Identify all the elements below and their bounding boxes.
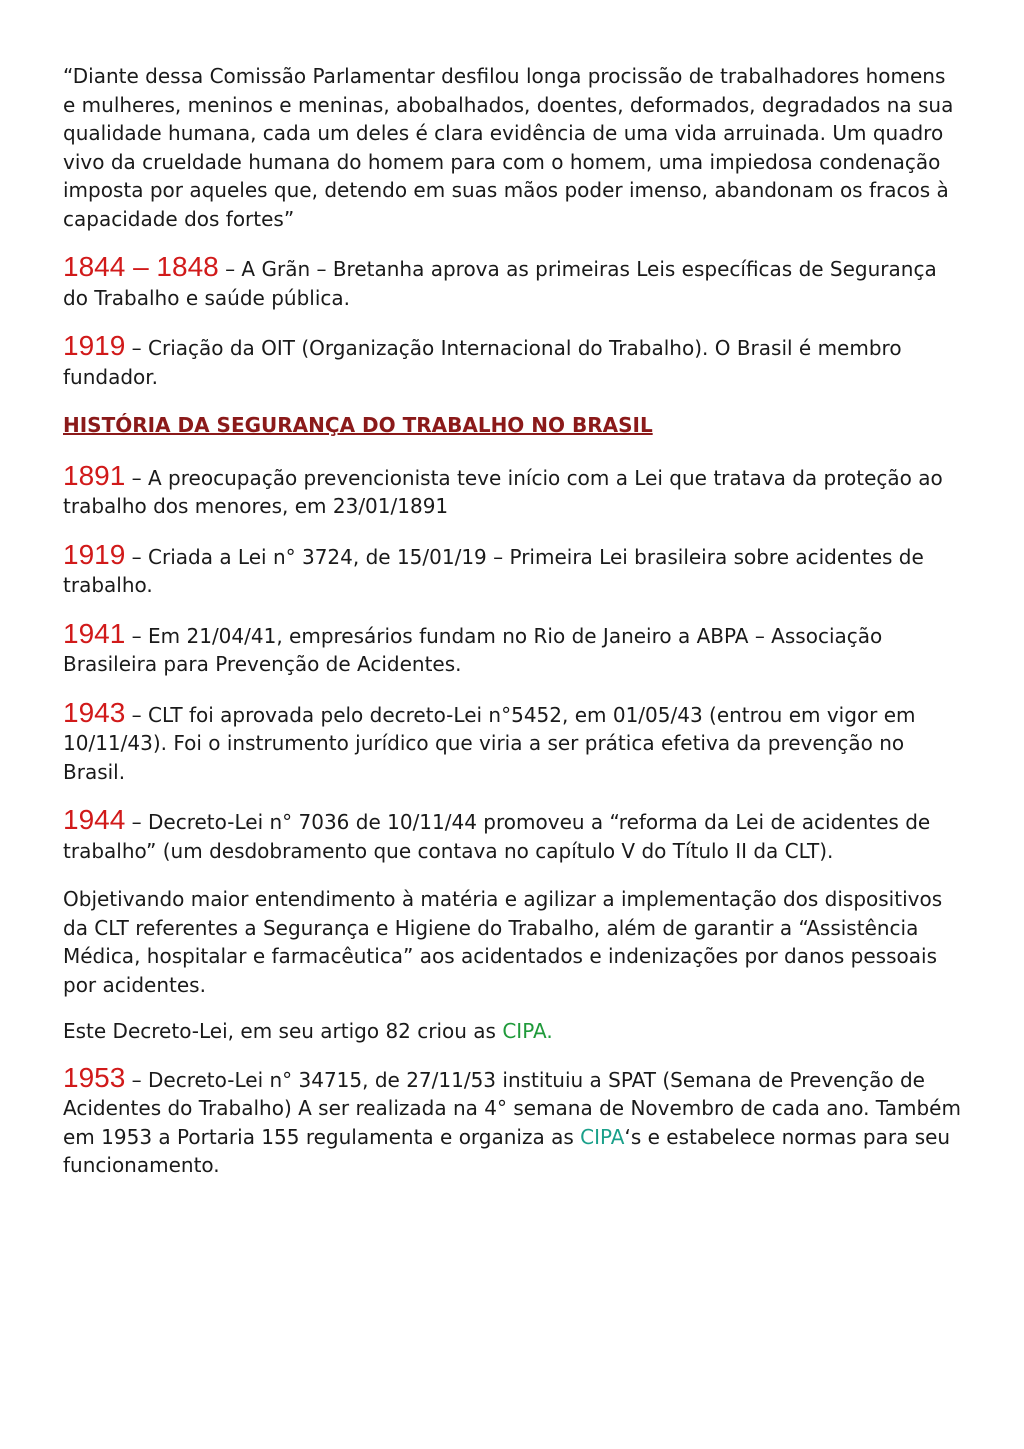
event-entry bbox=[63, 538, 963, 600]
cipa-highlight: CIPA. bbox=[502, 1019, 553, 1043]
event-year: 1953 bbox=[63, 1061, 126, 1093]
event-year: 1919 bbox=[63, 538, 126, 570]
event-text-tail: ‘s e estabelece normas para seu funcionamento. bbox=[63, 1124, 951, 1177]
event-text: – A Grãn – Bretanha aprova as primeiras Leis específicas de Segurança do Trabalho e saúde pública. bbox=[63, 257, 937, 310]
event-year: 1919 bbox=[63, 330, 126, 361]
event-year: 1891 bbox=[63, 459, 126, 491]
cipa-paragraph bbox=[63, 1017, 963, 1046]
event-text: – Criação da OIT (Organização Internacional do Trabalho). O Brasil é membro fundador. bbox=[63, 336, 902, 389]
event-text: – Em 21/04/41, empresários fundam no Rio de Janeiro a ABPA – Associação Brasileira para Prevenção de Acidentes. bbox=[63, 623, 883, 676]
event-year: 1941 bbox=[63, 617, 126, 649]
quote-paragraph: “Diante dessa Comissão Parlamentar desfilou longa procissão de trabalhadores homens e mulheres, meninos e meninas, abobalhados, doentes, deformados, degradados na sua qualidade humana, cada um deles é clara evidência de uma vida arruinada. Um quadro vivo da crueldade humana do homem para com o homem, uma impiedosa condenação imposta por aqueles que, detendo em suas mãos poder imenso, abandonam os fracos à capacidade dos fortes” bbox=[63, 64, 954, 231]
event-text: – Criada a Lei n° 3724, de 15/01/19 – Primeira Lei brasileira sobre acidentes de trabalho. bbox=[63, 544, 924, 597]
event-text: – Decreto-Lei n° 34715, de 27/11/53 instituiu a SPAT (Semana de Prevenção de Acidentes do Trabalho) A ser realizada na 4° semana de Novembro de cada ano. Também em 1953 a Portaria 155 regulamenta e organiza as bbox=[63, 1067, 961, 1149]
event-entry bbox=[63, 253, 963, 312]
event-entry bbox=[63, 617, 963, 679]
event-entry bbox=[63, 696, 963, 787]
event-entry bbox=[63, 806, 963, 865]
event-year: 1943 bbox=[63, 696, 126, 728]
event-text: – A preocupação prevencionista teve início com a Lei que tratava da proteção ao trabalho dos menores, em 23/01/1891 bbox=[63, 465, 943, 518]
event-entry bbox=[63, 459, 963, 521]
cipa-highlight: CIPA bbox=[580, 1124, 625, 1149]
event-year: 1944 bbox=[63, 804, 126, 835]
cipa-paragraph-text: Este Decreto-Lei, em seu artigo 82 criou as bbox=[63, 1019, 503, 1043]
event-entry bbox=[63, 332, 963, 391]
event-entry bbox=[63, 1061, 963, 1180]
event-year: 1844 – 1848 bbox=[63, 251, 219, 282]
event-text: – Decreto-Lei n° 7036 de 10/11/44 promoveu a “reforma da Lei de acidentes de trabalho” (um desdobramento que contava no capítulo V do Título II da CLT). bbox=[63, 810, 931, 863]
event-text: – CLT foi aprovada pelo decreto-Lei n°5452, em 01/05/43 (entrou em vigor em 10/11/43). Foi o instrumento jurídico que viria a ser prática efetiva da prevenção no Brasil. bbox=[63, 702, 916, 784]
objective-paragraph: Objetivando maior entendimento à matéria e agilizar a implementação dos dispositivos da CLT referentes a Segurança e Higiene do Trabalho, além de garantir a “Assistência Médica, hospitalar e farmacêutica” aos acidentados e indenizações por danos pessoais por acidentes. bbox=[63, 887, 943, 997]
section-title: HISTÓRIA DA SEGURANÇA DO TRABALHO NO BRASIL bbox=[63, 413, 653, 437]
document-page bbox=[63, 62, 963, 1200]
